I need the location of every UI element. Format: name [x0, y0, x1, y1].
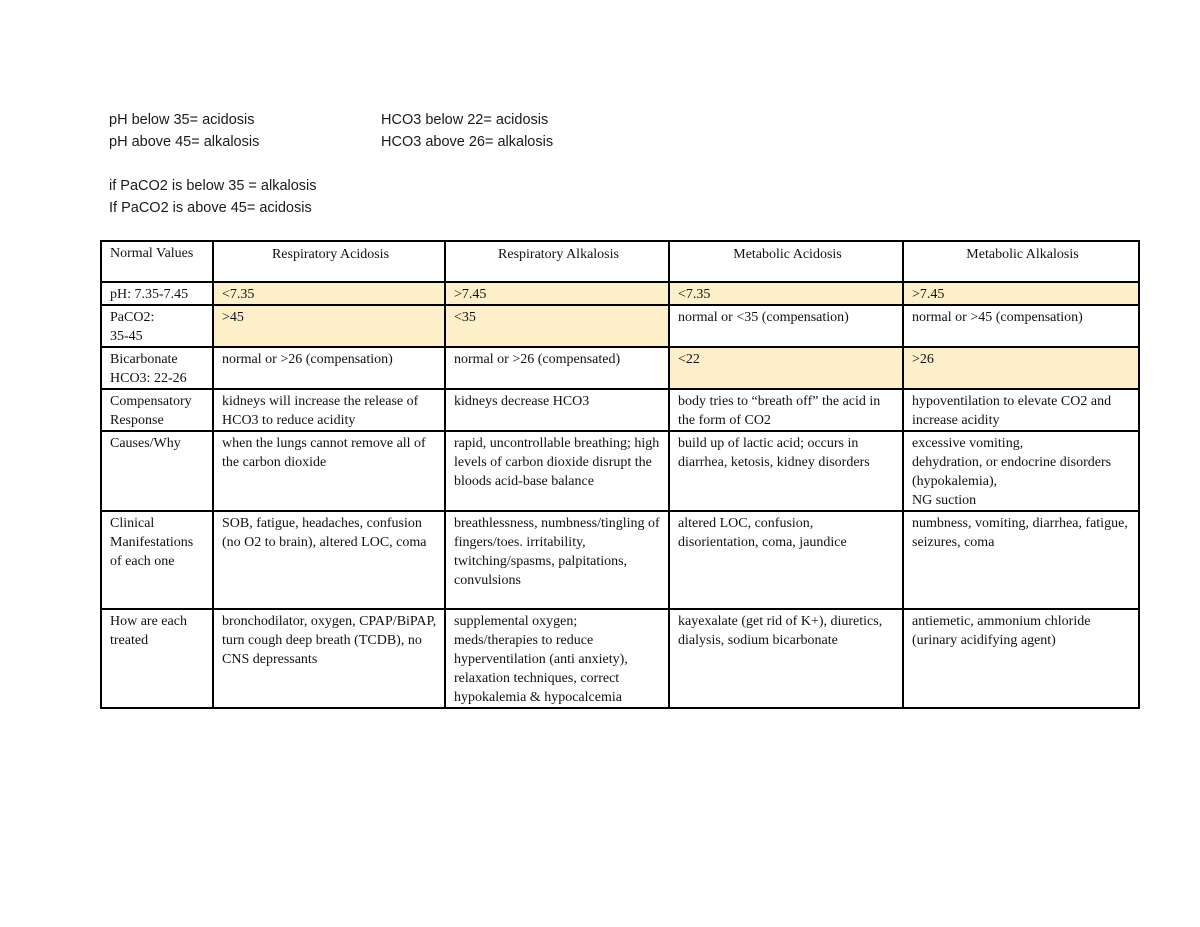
abg-comparison-table: [100, 240, 1140, 709]
row-label-causes: Causes/Why: [101, 431, 213, 511]
row-label-compensatory-response: Compensatory Response: [101, 389, 213, 431]
causes-met-alk-line3: NG suction: [912, 493, 977, 508]
cell-clinical-met-alkalosis: numbness, vomiting, diarrhea, fatigue, seizures, coma: [903, 511, 1139, 609]
notes-row-1: [109, 109, 553, 131]
cell-comp-met-acidosis: body tries to “breath off” the acid in the form of CO2: [669, 389, 903, 431]
paco2-label-line2: 35-45: [110, 329, 143, 344]
table-row-clinical-manifestations: [101, 511, 1139, 609]
cell-hco3-met-acidosis: <22: [669, 347, 903, 389]
table-row-treatment: [101, 609, 1139, 708]
cell-treat-resp-alkalosis: supplemental oxygen; meds/therapies to reduce hyperventilation (anti anxiety), relaxation techniques, correct hypokalemia & hypocalcemia: [445, 609, 669, 708]
cell-comp-resp-alkalosis: kidneys decrease HCO3: [445, 389, 669, 431]
cell-causes-met-alkalosis: [903, 431, 1139, 511]
cell-treat-met-alkalosis: antiemetic, ammonium chloride (urinary acidifying agent): [903, 609, 1139, 708]
cell-clinical-resp-alkalosis: breathlessness, numbness/tingling of fingers/toes. irritability, twitching/spasms, palpitations, convulsions: [445, 511, 669, 609]
header-metabolic-alkalosis: Metabolic Alkalosis: [903, 241, 1139, 282]
causes-met-alk-line2: dehydration, or endocrine disorders (hypokalemia),: [912, 455, 1112, 489]
cell-ph-met-acidosis: <7.35: [669, 282, 903, 305]
header-respiratory-alkalosis: Respiratory Alkalosis: [445, 241, 669, 282]
cell-paco2-met-alkalosis: normal or >45 (compensation): [903, 305, 1139, 347]
header-respiratory-acidosis: Respiratory Acidosis: [213, 241, 445, 282]
header-metabolic-acidosis: Metabolic Acidosis: [669, 241, 903, 282]
paco2-above-note: If PaCO2 is above 45= acidosis: [109, 200, 312, 216]
hco3-below-note: HCO3 below 22= acidosis: [381, 112, 549, 128]
row-label-paco2: [101, 305, 213, 347]
notes-row-2: [109, 131, 553, 153]
cell-paco2-met-acidosis: normal or <35 (compensation): [669, 305, 903, 347]
causes-met-alk-line1: excessive vomiting,: [912, 436, 1024, 451]
cell-clinical-met-acidosis: altered LOC, confusion, disorientation, coma, jaundice: [669, 511, 903, 609]
row-label-ph: pH: 7.35-7.45: [101, 282, 213, 305]
cell-treat-met-acidosis: kayexalate (get rid of K+), diuretics, dialysis, sodium bicarbonate: [669, 609, 903, 708]
ph-above-note: pH above 45= alkalosis: [109, 134, 260, 150]
cell-ph-resp-acidosis: <7.35: [213, 282, 445, 305]
cell-comp-resp-acidosis: kidneys will increase the release of HCO3 to reduce acidity: [213, 389, 445, 431]
cell-hco3-resp-alkalosis: normal or >26 (compensated): [445, 347, 669, 389]
paco2-below-note: if PaCO2 is below 35 = alkalosis: [109, 178, 317, 194]
row-label-bicarbonate: Bicarbonate HCO3: 22-26: [101, 347, 213, 389]
row-label-clinical-manifestations: Clinical Manifestations of each one: [101, 511, 213, 609]
cell-causes-resp-alkalosis: rapid, uncontrollable breathing; high levels of carbon dioxide disrupt the bloods acid-base balance: [445, 431, 669, 511]
cell-causes-resp-acidosis: when the lungs cannot remove all of the carbon dioxide: [213, 431, 445, 511]
cell-treat-resp-acidosis: bronchodilator, oxygen, CPAP/BiPAP, turn cough deep breath (TCDB), no CNS depressants: [213, 609, 445, 708]
cell-clinical-resp-acidosis: SOB, fatigue, headaches, confusion (no O2 to brain), altered LOC, coma: [213, 511, 445, 609]
table-row-paco2: [101, 305, 1139, 347]
cell-ph-met-alkalosis: >7.45: [903, 282, 1139, 305]
cell-hco3-met-alkalosis: >26: [903, 347, 1139, 389]
cell-paco2-resp-acidosis: >45: [213, 305, 445, 347]
reference-notes: [109, 109, 553, 219]
hco3-above-note: HCO3 above 26= alkalosis: [381, 134, 554, 150]
table-row-ph: [101, 282, 1139, 305]
cell-hco3-resp-acidosis: normal or >26 (compensation): [213, 347, 445, 389]
ph-below-note: pH below 35= acidosis: [109, 112, 255, 128]
row-label-treatment: How are each treated: [101, 609, 213, 708]
cell-paco2-resp-alkalosis: <35: [445, 305, 669, 347]
table-row-compensatory-response: [101, 389, 1139, 431]
header-normal-values: Normal Values: [101, 241, 213, 282]
table-row-bicarbonate: [101, 347, 1139, 389]
cell-ph-resp-alkalosis: >7.45: [445, 282, 669, 305]
cell-causes-met-acidosis: build up of lactic acid; occurs in diarrhea, ketosis, kidney disorders: [669, 431, 903, 511]
table-header-row: [101, 241, 1139, 282]
paco2-label-line1: PaCO2:: [110, 310, 155, 325]
cell-comp-met-alkalosis: hypoventilation to elevate CO2 and increase acidity: [903, 389, 1139, 431]
table-row-causes: [101, 431, 1139, 511]
